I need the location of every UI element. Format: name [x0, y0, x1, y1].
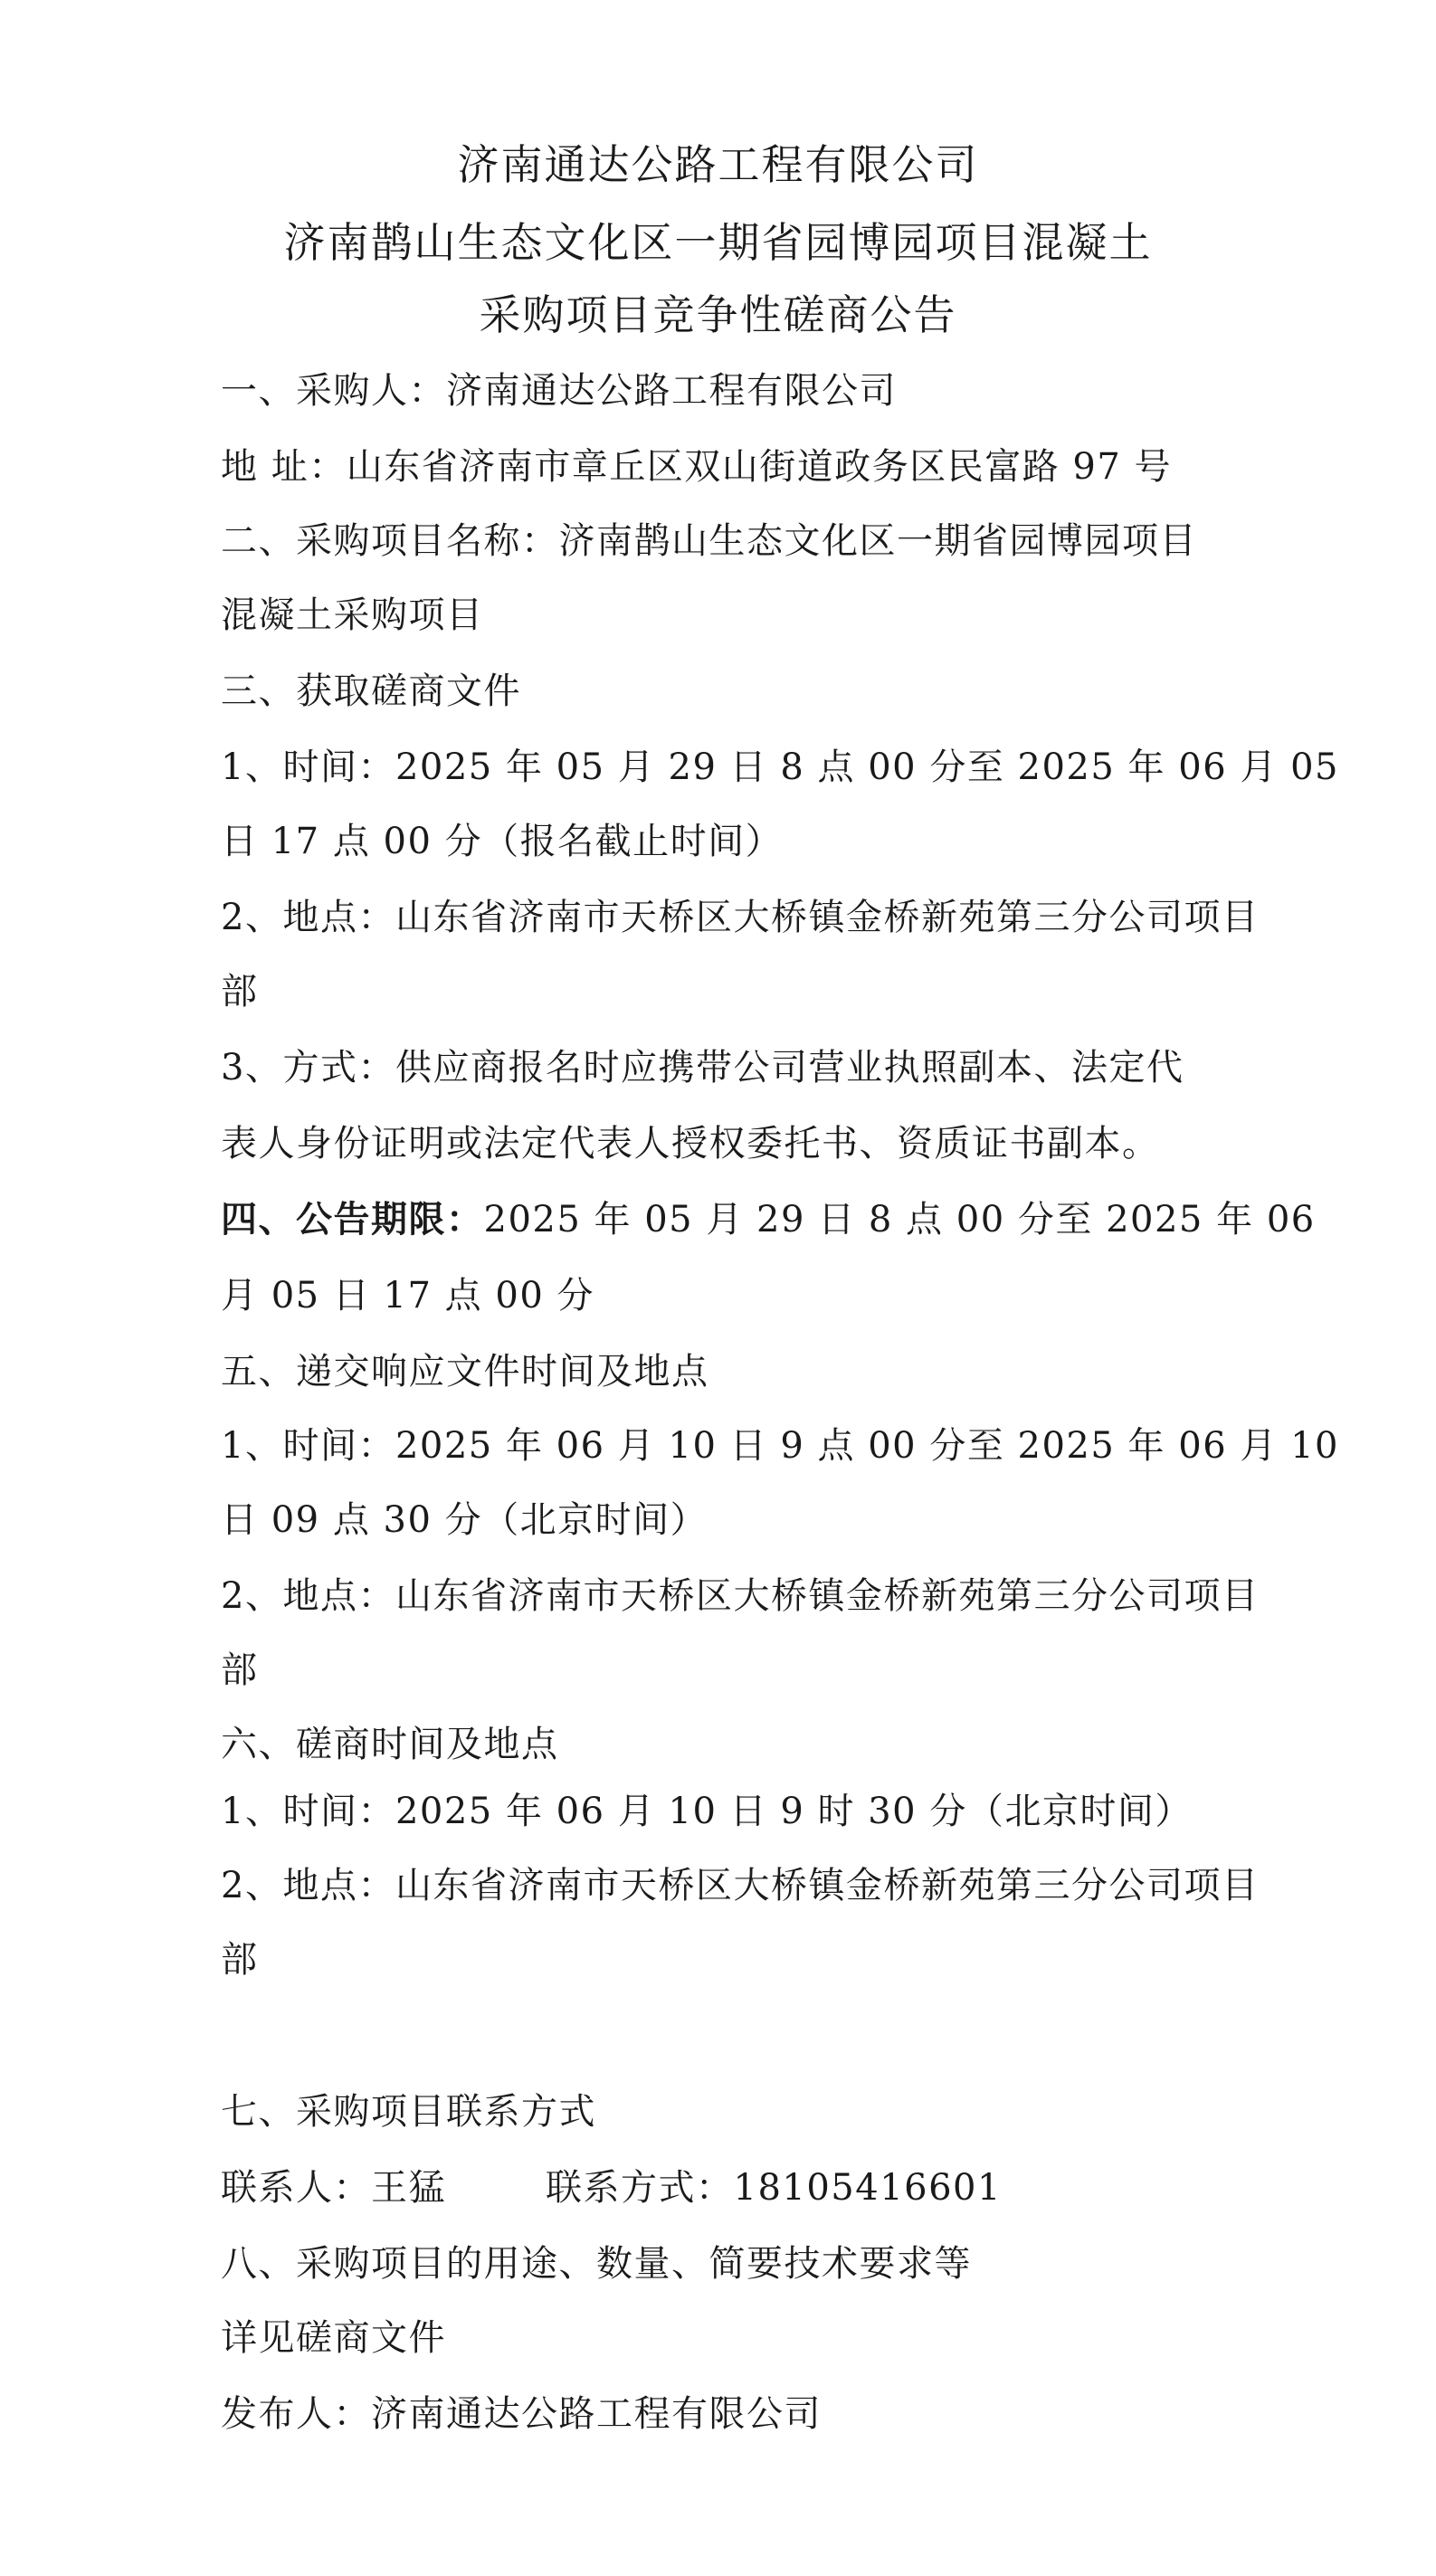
obtain-docs-heading: 三、获取磋商文件: [221, 670, 521, 712]
consultation-place-1: 2、地点：山东省济南市天桥区大桥镇金桥新苑第三分公司项目: [221, 1865, 1260, 1906]
title-line-3: 采购项目竞争性磋商公告: [479, 290, 957, 339]
notice-period-label: 四、公告期限：: [221, 1198, 484, 1240]
title-line-2: 济南鹊山生态文化区一期省园博园项目混凝土: [283, 218, 1153, 267]
consultation-heading: 六、磋商时间及地点: [221, 1724, 559, 1765]
consultation-place-2: 部: [221, 1939, 259, 1981]
submission-place-2: 部: [221, 1649, 259, 1691]
submission-place-1: 2、地点：山东省济南市天桥区大桥镇金桥新苑第三分公司项目: [221, 1575, 1260, 1617]
contact-line: [221, 2163, 1002, 2213]
contact-phone: 联系方式：18105416601: [546, 2167, 1002, 2209]
purchaser-line: 一、采购人：济南通达公路工程有限公司: [221, 370, 897, 412]
notice-period-line-1: [221, 1194, 1316, 1245]
obtain-docs-method-1: 3、方式：供应商报名时应携带公司营业执照副本、法定代: [221, 1047, 1184, 1088]
contact-person: 联系人：王猛: [221, 2167, 446, 2209]
obtain-docs-place-2: 部: [221, 971, 259, 1012]
obtain-docs-time-1: 1、时间：2025 年 05 月 29 日 8 点 00 分至 2025 年 06 月 05: [221, 746, 1339, 788]
publisher-line: 发布人：济南通达公路工程有限公司: [221, 2393, 822, 2435]
obtain-docs-method-2: 表人身份证明或法定代表人授权委托书、资质证书副本。: [221, 1123, 1160, 1164]
project-name-line-2: 混凝土采购项目: [221, 594, 484, 636]
consultation-time: 1、时间：2025 年 06 月 10 日 9 时 30 分（北京时间）: [221, 1791, 1193, 1832]
submission-time-1: 1、时间：2025 年 06 月 10 日 9 点 00 分至 2025 年 06 月 10: [221, 1425, 1339, 1467]
project-name-line-1: 二、采购项目名称：济南鹊山生态文化区一期省园博园项目: [221, 520, 1197, 562]
contact-heading: 七、采购项目联系方式: [221, 2091, 596, 2133]
title-line-1: 济南通达公路工程有限公司: [457, 140, 979, 189]
purchaser-address: 地 址：山东省济南市章丘区双山街道政务区民富路 97 号: [221, 446, 1173, 488]
obtain-docs-time-2: 日 17 点 00 分（报名截止时间）: [221, 821, 784, 862]
submission-time-2: 日 09 点 30 分（北京时间）: [221, 1499, 708, 1541]
submission-heading: 五、递交响应文件时间及地点: [221, 1351, 709, 1393]
requirements-detail: 详见磋商文件: [221, 2317, 446, 2359]
notice-period-dates: 2025 年 05 月 29 日 8 点 00 分至 2025 年 06: [483, 1199, 1316, 1240]
notice-period-line-2: 月 05 日 17 点 00 分: [221, 1275, 594, 1317]
obtain-docs-place-1: 2、地点：山东省济南市天桥区大桥镇金桥新苑第三分公司项目: [221, 897, 1260, 938]
requirements-heading: 八、采购项目的用途、数量、简要技术要求等: [221, 2243, 972, 2285]
